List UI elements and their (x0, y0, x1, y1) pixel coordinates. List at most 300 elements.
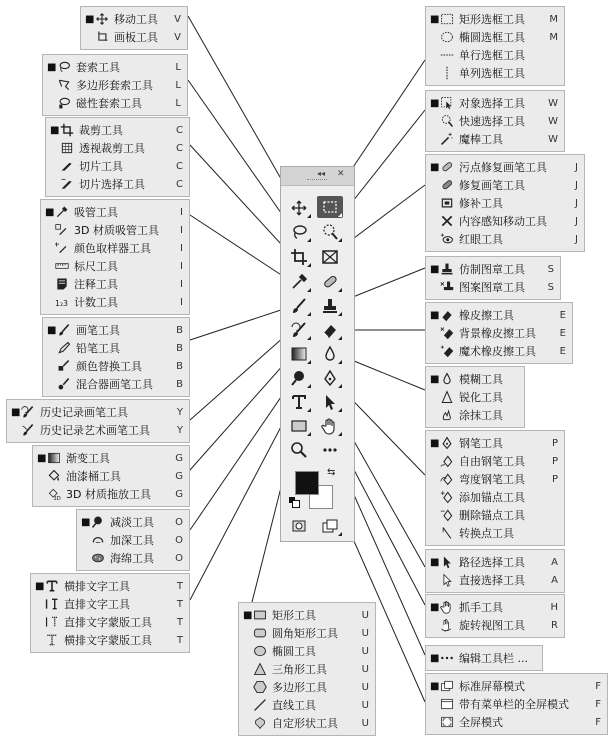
shortcut-key: C (176, 178, 183, 190)
spot-healing-tool-button[interactable] (317, 271, 343, 293)
screen-mode-group (425, 673, 608, 735)
menu-item-direct-select[interactable] (426, 571, 564, 589)
shortcut-key: J (575, 161, 578, 173)
gradient-icon (290, 345, 308, 363)
menu-item-hand[interactable] (426, 598, 564, 616)
default-tool-bullet: ■ (47, 61, 57, 73)
shortcut-key: B (176, 324, 183, 336)
swap-colors-icon[interactable]: ⇆ (327, 467, 336, 478)
quick-select-icon (439, 113, 455, 129)
crop-icon (59, 122, 75, 138)
menu-item-label: 3D 材质拖放工具 (66, 488, 151, 501)
default-tool-bullet: ■ (85, 13, 95, 25)
default-tool-bullet: ■ (430, 601, 440, 613)
default-tool-bullet: ■ (430, 680, 440, 692)
menu-item-healing-brush[interactable] (426, 176, 584, 194)
menu-item-smudge[interactable] (426, 406, 524, 424)
menu-item-dodge[interactable] (77, 513, 189, 531)
menu-item-label: 直排文字蒙版工具 (64, 616, 152, 629)
brush-icon (290, 297, 308, 315)
menu-item-label: 套索工具 (76, 61, 120, 74)
rect-marquee-icon (439, 11, 455, 27)
rect-marquee-tool-button[interactable] (317, 196, 343, 218)
menu-item-count[interactable] (41, 293, 189, 311)
menu-item-single-row-marquee[interactable] (426, 46, 564, 64)
dodge-tool-button[interactable] (286, 367, 312, 389)
shortcut-key: L (175, 97, 181, 109)
brush-tool-group (42, 317, 190, 397)
shortcut-key: J (575, 179, 578, 191)
patch-icon (439, 195, 455, 211)
menu-item-label: 磁性套索工具 (76, 97, 142, 110)
menu-item-label: 污点修复画笔工具 (459, 161, 547, 174)
default-tool-bullet: ■ (430, 309, 440, 321)
menu-item-magic-wand[interactable] (426, 130, 564, 148)
menu-item-label: 快速选择工具 (459, 115, 525, 128)
menu-item-triangle[interactable] (239, 660, 375, 678)
shortcut-key: R (551, 619, 558, 631)
menu-item-polygon[interactable] (239, 678, 375, 696)
menu-item-pencil[interactable] (43, 339, 189, 357)
frame-icon (321, 248, 339, 266)
menu-item-label: 矩形选框工具 (459, 13, 525, 26)
history-brush-tool-group (6, 399, 190, 443)
gradient-icon (46, 450, 62, 466)
menu-item-paint-bucket[interactable] (33, 467, 189, 485)
menu-item-custom-shape[interactable] (239, 714, 375, 732)
menu-item-spot-healing[interactable] (426, 158, 584, 176)
menu-item-artboard[interactable] (81, 28, 187, 46)
menu-item-object-select[interactable] (426, 94, 564, 112)
default-tool-bullet: ■ (430, 263, 440, 275)
menu-item-magnetic-lasso[interactable] (43, 94, 187, 112)
shortcut-key: V (174, 31, 181, 43)
menu-item-ruler[interactable] (41, 257, 189, 275)
lasso-tool-button[interactable] (286, 221, 312, 243)
clone-stamp-tool-button[interactable] (317, 295, 343, 317)
default-tool-bullet: ■ (50, 124, 60, 136)
menu-item-move[interactable] (81, 10, 187, 28)
menu-item-standard-screen[interactable] (426, 677, 607, 695)
vertical-type-mask-icon (44, 614, 60, 630)
menu-item-3d-material-drop[interactable] (33, 485, 189, 503)
default-tool-bullet: ■ (430, 13, 440, 25)
screen-mode-button[interactable] (317, 515, 343, 537)
menu-item-label: 渐变工具 (66, 452, 110, 465)
custom-shape-icon (252, 715, 268, 731)
menu-item-label: 内容感知移动工具 (459, 215, 547, 228)
shortcut-key: F (595, 716, 601, 728)
menu-item-history-brush[interactable] (7, 403, 189, 421)
menu-item-brush[interactable] (43, 321, 189, 339)
shortcut-key: E (559, 327, 566, 339)
menu-item-rotate-view[interactable] (426, 616, 564, 634)
menu-item-path-select[interactable] (426, 553, 564, 571)
menu-item-color-replacement[interactable] (43, 357, 189, 375)
menu-item-clone-stamp[interactable] (426, 260, 560, 278)
shortcut-key: P (551, 437, 558, 449)
marquee-tool-group (425, 6, 565, 86)
menu-item-delete-anchor[interactable] (426, 506, 564, 524)
shortcut-key: P (551, 473, 558, 485)
object-select-icon (439, 95, 455, 111)
shortcut-key: L (175, 61, 181, 73)
menu-item-eyedropper[interactable] (41, 203, 189, 221)
shortcut-key: A (551, 574, 558, 586)
shortcut-key: G (175, 470, 183, 482)
menu-item-label: 标尺工具 (74, 260, 118, 273)
menu-item-red-eye[interactable] (426, 230, 584, 248)
pen-tool-button[interactable] (317, 367, 343, 389)
crop-tool-group (45, 117, 190, 197)
menu-item-vertical-type[interactable] (31, 595, 189, 613)
shortcut-key: I (180, 242, 183, 254)
close-icon[interactable]: ✕ (337, 169, 345, 179)
menu-item-burn[interactable] (77, 531, 189, 549)
artboard-icon (94, 29, 110, 45)
smudge-icon (439, 407, 455, 423)
background-eraser-icon (439, 325, 455, 341)
rectangle-tool-button[interactable] (286, 415, 312, 437)
menu-item-label: 椭圆选框工具 (459, 31, 525, 44)
move-icon (290, 199, 308, 217)
shortcut-key: W (548, 97, 558, 109)
blur-icon (321, 345, 339, 363)
path-select-icon (321, 393, 339, 411)
menu-item-quick-select[interactable] (426, 112, 564, 130)
burn-icon (90, 532, 106, 548)
menu-item-label: 油漆桶工具 (66, 470, 121, 483)
menu-item-patch[interactable] (426, 194, 584, 212)
menu-item-curvature-pen[interactable] (426, 470, 564, 488)
shortcut-key: A (551, 556, 558, 568)
menu-item-label: 裁剪工具 (79, 124, 123, 137)
quick-select-tool-button[interactable] (317, 221, 343, 243)
shortcut-key: C (176, 142, 183, 154)
svg-text:3D: 3D (53, 496, 61, 501)
ellipse-icon (252, 643, 268, 659)
menu-item-lasso[interactable] (43, 58, 187, 76)
rectangle-icon (252, 607, 268, 623)
menu-item-label: 计数工具 (74, 296, 118, 309)
menu-item-vertical-type-mask[interactable] (31, 613, 189, 631)
zoom-icon (290, 441, 308, 459)
quick-mask-button[interactable] (286, 515, 312, 537)
menu-item-label: 注释工具 (74, 278, 118, 291)
menu-item-crop[interactable] (46, 121, 189, 139)
quick-select-icon (321, 223, 339, 241)
menu-item-label: 修补工具 (459, 197, 503, 210)
menu-item-label: 魔棒工具 (459, 133, 503, 146)
menu-item-fullscreen-menu[interactable] (426, 695, 607, 713)
default-tool-bullet: ■ (45, 206, 55, 218)
shortcut-key: E (559, 345, 566, 357)
menu-item-blur[interactable] (426, 370, 524, 388)
shortcut-key: E (559, 309, 566, 321)
count-icon (54, 294, 70, 310)
menu-item-fullscreen[interactable] (426, 713, 607, 731)
grip-icon[interactable] (307, 179, 327, 183)
menu-item-line[interactable] (239, 696, 375, 714)
shortcut-key: G (175, 452, 183, 464)
shortcut-key: J (575, 215, 578, 227)
shortcut-key: B (176, 360, 183, 372)
shortcut-key: U (361, 699, 369, 711)
mixer-brush-icon (56, 376, 72, 392)
eyedropper-tool-button[interactable] (286, 271, 312, 293)
brush-tool-button[interactable] (286, 295, 312, 317)
menu-item-rounded-rectangle[interactable] (239, 624, 375, 642)
menu-item-gradient[interactable] (33, 449, 189, 467)
frame-tool-button[interactable] (317, 246, 343, 268)
horizontal-type-icon (290, 393, 308, 411)
spot-healing-icon (439, 159, 455, 175)
horizontal-type-tool-button[interactable] (286, 391, 312, 413)
freeform-pen-icon (439, 453, 455, 469)
blur-tool-button[interactable] (317, 343, 343, 365)
menu-item-label: 铅笔工具 (76, 342, 120, 355)
hand-tool-group (425, 594, 565, 638)
horizontal-type-icon (44, 578, 60, 594)
3d-material-drop-icon (46, 486, 62, 502)
foreground-color-swatch-top[interactable] (295, 471, 319, 495)
ruler-icon (54, 258, 70, 274)
path-select-icon (439, 554, 455, 570)
menu-item-label: 模糊工具 (459, 373, 503, 386)
default-tool-bullet: ■ (35, 580, 45, 592)
menu-item-polygonal-lasso[interactable] (43, 76, 187, 94)
shortcut-key: M (549, 31, 558, 43)
path-select-tool-button[interactable] (317, 391, 343, 413)
lasso-icon (290, 223, 308, 241)
shortcut-key: I (180, 278, 183, 290)
menu-item-freeform-pen[interactable] (426, 452, 564, 470)
menu-item-label: 颜色替换工具 (76, 360, 142, 373)
menu-item-slice[interactable] (46, 157, 189, 175)
shortcut-key: H (550, 601, 558, 613)
default-tool-bullet: ■ (81, 516, 91, 528)
menu-item-horizontal-type[interactable] (31, 577, 189, 595)
menu-item-perspective-crop[interactable] (46, 139, 189, 157)
menu-item-art-history-brush[interactable] (7, 421, 189, 439)
menu-item-label: 混合器画笔工具 (76, 378, 153, 391)
shortcut-key: U (361, 663, 369, 675)
horizontal-type-mask-icon (44, 632, 60, 648)
shortcut-key: M (549, 13, 558, 25)
red-eye-icon (439, 231, 455, 247)
blur-icon (439, 371, 455, 387)
eyedropper-tool-group (40, 199, 190, 315)
menu-item-label: 横排文字工具 (64, 580, 130, 593)
menu-item-label: 修复画笔工具 (459, 179, 525, 192)
paint-bucket-icon (46, 468, 62, 484)
menu-item-mixer-brush[interactable] (43, 375, 189, 393)
pen-tool-group (425, 430, 565, 546)
menu-item-label: 颜色取样器工具 (74, 242, 151, 255)
shortcut-key: W (548, 133, 558, 145)
shortcut-key: V (174, 13, 181, 25)
menu-item-background-eraser[interactable] (426, 324, 572, 342)
default-tool-bullet: ■ (430, 652, 440, 664)
menu-item-label: 锐化工具 (459, 391, 503, 404)
rounded-rectangle-icon (252, 625, 268, 641)
shortcut-key: U (361, 717, 369, 729)
menu-item-label: 多边形工具 (272, 681, 327, 694)
menu-item-label: 橡皮擦工具 (459, 309, 514, 322)
dodge-icon (90, 514, 106, 530)
hand-icon (321, 417, 339, 435)
menu-item-label: 切片工具 (79, 160, 123, 173)
default-tool-bullet: ■ (243, 609, 253, 621)
menu-item-label: 钢笔工具 (459, 437, 503, 450)
menu-item-label: 标准屏幕模式 (459, 680, 525, 693)
menu-item-add-anchor[interactable] (426, 488, 564, 506)
menu-item-label: 转换点工具 (459, 527, 514, 540)
menu-item-label: 矩形工具 (272, 609, 316, 622)
shortcut-key: C (176, 160, 183, 172)
default-tool-bullet: ■ (430, 161, 440, 173)
healing-brush-icon (439, 177, 455, 193)
color-replacement-icon (56, 358, 72, 374)
polygon-icon (252, 679, 268, 695)
gradient-tool-button[interactable] (286, 343, 312, 365)
shortcut-key: J (575, 233, 578, 245)
hand-tool-button[interactable] (317, 415, 343, 437)
menu-item-label: 自定形状工具 (272, 717, 338, 730)
menu-item-sharpen[interactable] (426, 388, 524, 406)
line-icon (252, 697, 268, 713)
menu-item-label: 直接选择工具 (459, 574, 525, 587)
shortcut-key: F (595, 680, 601, 692)
menu-item-horizontal-type-mask[interactable] (31, 631, 189, 649)
menu-item-label: 画板工具 (114, 31, 158, 44)
shortcut-key: J (575, 197, 578, 209)
menu-item-color-sampler[interactable] (41, 239, 189, 257)
shortcut-key: F (595, 698, 601, 710)
standard-screen-icon (439, 678, 455, 694)
polygonal-lasso-icon (56, 77, 72, 93)
default-tool-bullet: ■ (11, 406, 21, 418)
blur-tool-group (425, 366, 525, 428)
menu-item-label: 涂抹工具 (459, 409, 503, 422)
menu-item-label: 红眼工具 (459, 233, 503, 246)
edit-toolbar-button[interactable] (317, 439, 343, 461)
tools-panel-header[interactable] (281, 167, 354, 186)
shape-tool-group (238, 602, 376, 736)
shortcut-key: U (361, 627, 369, 639)
menu-item-pen[interactable] (426, 434, 564, 452)
menu-item-rect-marquee[interactable] (426, 10, 564, 28)
zoom-tool-button[interactable] (286, 439, 312, 461)
menu-item-more-dots[interactable] (426, 649, 542, 667)
menu-item-ellipse-marquee[interactable] (426, 28, 564, 46)
menu-item-label: 添加锚点工具 (459, 491, 525, 504)
menu-item-label: 加深工具 (110, 534, 154, 547)
menu-item-eraser[interactable] (426, 306, 572, 324)
content-aware-move-icon (439, 213, 455, 229)
triangle-icon (252, 661, 268, 677)
single-column-marquee-icon (439, 65, 455, 81)
collapse-icon[interactable]: ◂◂ (317, 169, 326, 178)
menu-item-label: 删除锚点工具 (459, 509, 525, 522)
art-history-brush-icon (20, 422, 36, 438)
shortcut-key: Y (176, 424, 183, 436)
shortcut-key: B (176, 378, 183, 390)
pen-icon (321, 369, 339, 387)
fullscreen-menu-icon (439, 696, 455, 712)
menu-item-label: 切片选择工具 (79, 178, 145, 191)
menu-item-label: 单行选框工具 (459, 49, 525, 62)
menu-item-label: 3D 材质吸管工具 (74, 224, 159, 237)
stamp-tool-group (425, 256, 561, 300)
menu-item-label: 直排文字工具 (64, 598, 130, 611)
delete-anchor-icon (439, 507, 455, 523)
more-dots-icon (439, 650, 455, 666)
default-tool-bullet: ■ (430, 97, 440, 109)
vertical-type-icon (44, 596, 60, 612)
shortcut-key: U (361, 609, 369, 621)
history-brush-tool-button[interactable] (286, 319, 312, 341)
menu-item-sponge[interactable] (77, 549, 189, 567)
eraser-icon (321, 321, 339, 339)
menu-item-rectangle[interactable] (239, 606, 375, 624)
menu-item-single-column-marquee[interactable] (426, 64, 564, 82)
menu-item-label: 透视裁剪工具 (79, 142, 145, 155)
shortcut-key: T (176, 580, 183, 592)
eraser-tool-button[interactable] (317, 319, 343, 341)
menu-item-pattern-stamp[interactable] (426, 278, 560, 296)
default-tool-bullet: ■ (37, 452, 47, 464)
menu-item-ellipse[interactable] (239, 642, 375, 660)
direct-select-icon (439, 572, 455, 588)
clone-stamp-icon (439, 261, 455, 277)
gradient-tool-group (32, 445, 190, 507)
slice-select-icon (59, 176, 75, 192)
menu-item-note[interactable] (41, 275, 189, 293)
move-tool-button[interactable] (286, 197, 312, 219)
color-sampler-icon (54, 240, 70, 256)
move-icon (94, 11, 110, 27)
dodge-tool-group (76, 509, 190, 571)
menu-item-label: 圆角矩形工具 (272, 627, 338, 640)
menu-item-content-aware-move[interactable] (426, 212, 584, 230)
default-colors-icon[interactable] (289, 497, 299, 507)
menu-item-label: 弯度钢笔工具 (459, 473, 525, 486)
menu-item-label: 移动工具 (114, 13, 158, 26)
dodge-icon (290, 369, 308, 387)
menu-item-convert-point[interactable] (426, 524, 564, 542)
menu-item-magic-eraser[interactable] (426, 342, 572, 360)
menu-item-label: 图案图章工具 (459, 281, 525, 294)
menu-item-label: 横排文字蒙版工具 (64, 634, 152, 647)
menu-item-label: 仿制图章工具 (459, 263, 525, 276)
menu-item-slice-select[interactable] (46, 175, 189, 193)
menu-item-label: 编辑工具栏 ... (459, 652, 528, 665)
menu-item-label: 椭圆工具 (272, 645, 316, 658)
menu-item-label: 对象选择工具 (459, 97, 525, 110)
svg-text:1₂3: 1₂3 (55, 298, 68, 308)
crop-tool-button[interactable] (286, 246, 312, 268)
clone-stamp-icon (321, 297, 339, 315)
rectangle-icon (290, 417, 308, 435)
menu-item-label: 魔术橡皮擦工具 (459, 345, 536, 358)
eyedropper-icon (290, 273, 308, 291)
healing-tool-group (425, 154, 585, 252)
menu-item-label: 全屏模式 (459, 716, 503, 729)
rect-marquee-icon (321, 198, 339, 216)
menu-item-3d-material-eyedropper[interactable] (41, 221, 189, 239)
menu-item-label: 单列选框工具 (459, 67, 525, 80)
